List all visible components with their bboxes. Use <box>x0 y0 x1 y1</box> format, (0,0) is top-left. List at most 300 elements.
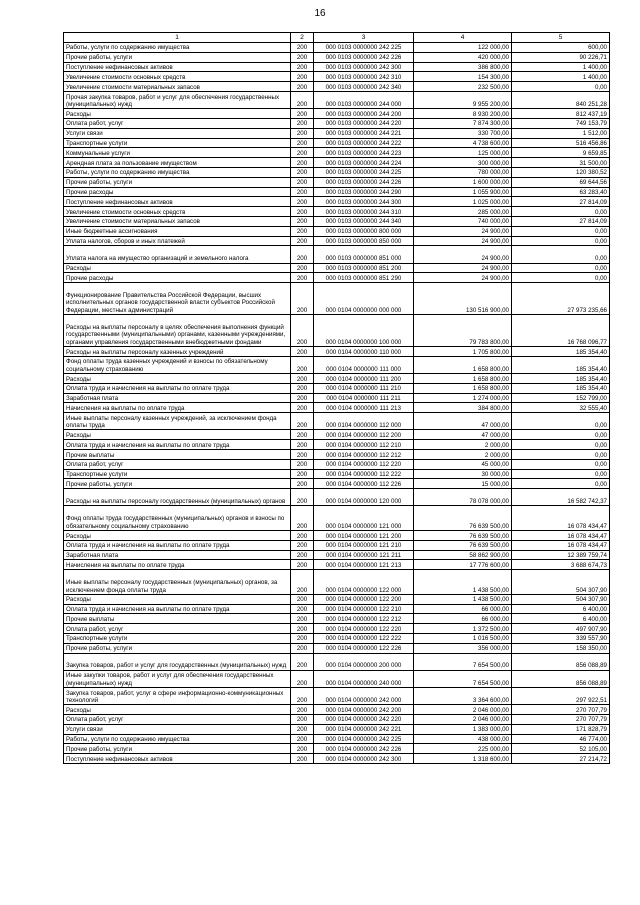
row-name: Расходы на выплаты персоналу в целях обеспечения выполнения функций государственными (муниципальными) органами, казенными учреждениями, органами управления государственными внебюджетными фондами <box>64 315 291 347</box>
row-name: Оплата работ, услуг <box>64 624 291 634</box>
row-name: Работы, услуги по содержанию имущества <box>64 734 291 744</box>
row-budget-code: 000 0103 0000000 244 225 <box>314 167 414 177</box>
row-executed-amount: 158 350,00 <box>512 643 610 653</box>
table-row <box>64 724 610 734</box>
row-approved-amount: 15 000,00 <box>414 479 512 489</box>
row-name: Прочая закупка товаров, работ и услуг для обеспечения государственных (муниципальных) нужд <box>64 91 291 108</box>
row-executed-amount: 0,00 <box>512 226 610 236</box>
row-budget-code: 000 0104 0000000 111 200 <box>314 374 414 384</box>
table-row <box>64 91 610 108</box>
row-executed-amount: 16 582 742,37 <box>512 489 610 506</box>
row-executed-amount: 0,00 <box>512 450 610 460</box>
row-line-code: 200 <box>291 393 314 403</box>
table-row <box>64 128 610 138</box>
row-line-code: 200 <box>291 734 314 744</box>
row-budget-code: 000 0103 0000000 850 000 <box>314 236 414 246</box>
row-line-code: 200 <box>291 744 314 754</box>
row-approved-amount: 1 016 500,00 <box>414 634 512 644</box>
row-budget-code: 000 0104 0000000 242 220 <box>314 714 414 724</box>
row-line-code: 200 <box>291 643 314 653</box>
row-executed-amount: 90 226,71 <box>512 52 610 62</box>
row-name: Транспортные услуги <box>64 469 291 479</box>
row-line-code: 200 <box>291 614 314 624</box>
row-line-code: 200 <box>291 754 314 764</box>
row-budget-code: 000 0104 0000000 121 211 <box>314 550 414 560</box>
row-approved-amount: 225 000,00 <box>414 744 512 754</box>
row-executed-amount: 504 307,90 <box>512 594 610 604</box>
row-budget-code: 000 0103 0000000 244 224 <box>314 158 414 168</box>
row-budget-code: 000 0103 0000000 244 223 <box>314 148 414 158</box>
row-name: Оплата работ, услуг <box>64 714 291 724</box>
row-line-code: 200 <box>291 52 314 62</box>
table-row <box>64 440 610 450</box>
row-approved-amount: 1 600 000,00 <box>414 177 512 187</box>
table-row <box>64 216 610 226</box>
row-approved-amount: 384 800,00 <box>414 403 512 413</box>
column-header-3: 3 <box>314 33 414 43</box>
row-line-code: 200 <box>291 469 314 479</box>
row-budget-code: 000 0103 0000000 244 222 <box>314 138 414 148</box>
row-approved-amount: 7 654 500,00 <box>414 653 512 670</box>
row-line-code: 200 <box>291 430 314 440</box>
row-line-code: 200 <box>291 356 314 373</box>
row-budget-code: 000 0103 0000000 851 290 <box>314 273 414 283</box>
row-approved-amount: 2 000,00 <box>414 440 512 450</box>
table-row <box>64 236 610 246</box>
row-approved-amount: 30 000,00 <box>414 469 512 479</box>
row-executed-amount: 185 354,40 <box>512 374 610 384</box>
row-approved-amount: 47 000,00 <box>414 413 512 430</box>
row-executed-amount: 0,00 <box>512 479 610 489</box>
row-line-code: 200 <box>291 128 314 138</box>
row-name: Оплата труда и начисления на выплаты по оплате труда <box>64 440 291 450</box>
row-name: Иные выплаты персоналу государственных (муниципальных) органов, за исключением фонда оплаты труда <box>64 570 291 595</box>
row-executed-amount: 63 283,40 <box>512 187 610 197</box>
row-approved-amount: 232 500,00 <box>414 82 512 92</box>
row-budget-code: 000 0104 0000000 112 000 <box>314 413 414 430</box>
row-executed-amount: 516 456,86 <box>512 138 610 148</box>
row-budget-code: 000 0104 0000000 242 300 <box>314 754 414 764</box>
row-line-code: 200 <box>291 138 314 148</box>
table-row <box>64 653 610 670</box>
row-approved-amount: 1 438 500,00 <box>414 570 512 595</box>
table-row <box>64 714 610 724</box>
row-name: Прочие выплаты <box>64 450 291 460</box>
row-approved-amount: 356 000,00 <box>414 643 512 653</box>
table-row <box>64 705 610 715</box>
row-budget-code: 000 0104 0000000 112 200 <box>314 430 414 440</box>
row-line-code: 200 <box>291 687 314 704</box>
table-row <box>64 158 610 168</box>
row-executed-amount: 1 400,00 <box>512 72 610 82</box>
row-budget-code: 000 0104 0000000 110 000 <box>314 347 414 357</box>
row-line-code: 200 <box>291 207 314 217</box>
table-row <box>64 273 610 283</box>
row-approved-amount: 24 900,00 <box>414 226 512 236</box>
row-approved-amount: 1 705 800,00 <box>414 347 512 357</box>
row-line-code: 200 <box>291 197 314 207</box>
row-name: Услуги связи <box>64 724 291 734</box>
row-executed-amount: 270 707,79 <box>512 705 610 715</box>
row-name: Иные закупки товаров, работ и услуг для обеспечения государственных (муниципальных) нужд <box>64 670 291 687</box>
row-name: Расходы <box>64 374 291 384</box>
row-name: Прочие расходы <box>64 187 291 197</box>
row-budget-code: 000 0104 0000000 112 210 <box>314 440 414 450</box>
row-name: Прочие расходы <box>64 273 291 283</box>
table-row <box>64 52 610 62</box>
table-row <box>64 560 610 570</box>
row-name: Фонд оплаты труда государственных (муниципальных) органов и взносы по обязательному социальному страхованию <box>64 506 291 531</box>
table-row <box>64 356 610 373</box>
row-line-code: 200 <box>291 236 314 246</box>
row-line-code: 200 <box>291 634 314 644</box>
row-executed-amount: 27 814,09 <box>512 197 610 207</box>
row-executed-amount: 339 557,90 <box>512 634 610 644</box>
row-approved-amount: 438 000,00 <box>414 734 512 744</box>
row-line-code: 200 <box>291 403 314 413</box>
row-line-code: 200 <box>291 531 314 541</box>
row-budget-code: 000 0104 0000000 242 200 <box>314 705 414 715</box>
row-name: Оплата работ, услуг <box>64 459 291 469</box>
row-budget-code: 000 0103 0000000 242 310 <box>314 72 414 82</box>
row-line-code: 200 <box>291 374 314 384</box>
budget-report-table <box>63 32 610 764</box>
row-budget-code: 000 0103 0000000 244 300 <box>314 197 414 207</box>
row-executed-amount: 0,00 <box>512 430 610 440</box>
row-line-code: 200 <box>291 82 314 92</box>
row-line-code: 200 <box>291 216 314 226</box>
table-row <box>64 531 610 541</box>
row-budget-code: 000 0103 0000000 800 000 <box>314 226 414 236</box>
row-line-code: 200 <box>291 246 314 263</box>
row-executed-amount: 297 922,51 <box>512 687 610 704</box>
row-budget-code: 000 0104 0000000 242 000 <box>314 687 414 704</box>
row-name: Работы, услуги по содержанию имущества <box>64 167 291 177</box>
row-budget-code: 000 0104 0000000 100 000 <box>314 315 414 347</box>
row-approved-amount: 4 738 600,00 <box>414 138 512 148</box>
row-approved-amount: 330 700,00 <box>414 128 512 138</box>
table-row <box>64 283 610 315</box>
row-line-code: 200 <box>291 43 314 53</box>
row-executed-amount: 6 400,00 <box>512 614 610 624</box>
row-name: Поступление нефинансовых активов <box>64 62 291 72</box>
row-line-code: 200 <box>291 570 314 595</box>
row-name: Функционирование Правительства Российской Федерации, высших исполнительных органов государственной власти субъектов Российской Федерации, местных администраций <box>64 283 291 315</box>
row-name: Увеличение стоимости основных средств <box>64 72 291 82</box>
table-row <box>64 207 610 217</box>
row-name: Начисления на выплаты по оплате труда <box>64 403 291 413</box>
row-name: Прочие работы, услуги <box>64 744 291 754</box>
row-budget-code: 000 0103 0000000 244 221 <box>314 128 414 138</box>
row-budget-code: 000 0103 0000000 244 000 <box>314 91 414 108</box>
table-row <box>64 643 610 653</box>
row-approved-amount: 125 000,00 <box>414 148 512 158</box>
row-executed-amount: 6 400,00 <box>512 604 610 614</box>
row-approved-amount: 1 055 900,00 <box>414 187 512 197</box>
table-row <box>64 187 610 197</box>
row-executed-amount: 0,00 <box>512 469 610 479</box>
row-approved-amount: 8 930 200,00 <box>414 109 512 119</box>
table-row <box>64 167 610 177</box>
row-executed-amount: 1 512,00 <box>512 128 610 138</box>
row-executed-amount: 27 814,09 <box>512 216 610 226</box>
row-budget-code: 000 0104 0000000 112 220 <box>314 459 414 469</box>
row-executed-amount: 3 688 674,73 <box>512 560 610 570</box>
row-name: Увеличение стоимости материальных запасов <box>64 216 291 226</box>
row-name: Уплата налогов, сборов и иных платежей <box>64 236 291 246</box>
row-budget-code: 000 0103 0000000 851 200 <box>314 263 414 273</box>
row-name: Расходы <box>64 430 291 440</box>
table-row <box>64 43 610 53</box>
row-budget-code: 000 0103 0000000 244 290 <box>314 187 414 197</box>
row-approved-amount: 24 900,00 <box>414 246 512 263</box>
column-header-5: 5 <box>512 33 610 43</box>
row-budget-code: 000 0104 0000000 121 000 <box>314 506 414 531</box>
row-executed-amount: 0,00 <box>512 459 610 469</box>
table-row <box>64 109 610 119</box>
row-name: Расходы <box>64 263 291 273</box>
row-line-code: 200 <box>291 479 314 489</box>
row-name: Транспортные услуги <box>64 634 291 644</box>
row-line-code: 200 <box>291 413 314 430</box>
row-line-code: 200 <box>291 459 314 469</box>
row-line-code: 200 <box>291 118 314 128</box>
row-executed-amount: 0,00 <box>512 413 610 430</box>
row-line-code: 200 <box>291 724 314 734</box>
row-line-code: 200 <box>291 177 314 187</box>
row-name: Расходы на выплаты персоналу государственных (муниципальных) органов <box>64 489 291 506</box>
table-row <box>64 540 610 550</box>
row-name: Заработная плата <box>64 393 291 403</box>
row-executed-amount: 16 078 434,47 <box>512 540 610 550</box>
row-name: Иные выплаты персоналу казенных учреждений, за исключением фонда оплаты труда <box>64 413 291 430</box>
row-name: Увеличение стоимости основных средств <box>64 207 291 217</box>
table-row <box>64 347 610 357</box>
row-budget-code: 000 0103 0000000 242 225 <box>314 43 414 53</box>
row-budget-code: 000 0103 0000000 242 300 <box>314 62 414 72</box>
row-executed-amount: 0,00 <box>512 440 610 450</box>
row-name: Закупка товаров, работ, услуг в сфере информационно-коммуникационных технологий <box>64 687 291 704</box>
row-name: Оплата труда и начисления на выплаты по оплате труда <box>64 604 291 614</box>
row-approved-amount: 3 364 600,00 <box>414 687 512 704</box>
row-name: Иные бюджетные ассигнования <box>64 226 291 236</box>
row-executed-amount: 185 354,40 <box>512 383 610 393</box>
row-name: Прочие работы, услуги <box>64 479 291 489</box>
row-budget-code: 000 0104 0000000 111 213 <box>314 403 414 413</box>
table-row <box>64 138 610 148</box>
row-budget-code: 000 0104 0000000 122 222 <box>314 634 414 644</box>
table-row <box>64 72 610 82</box>
row-approved-amount: 1 438 500,00 <box>414 594 512 604</box>
row-name: Начисления на выплаты по оплате труда <box>64 560 291 570</box>
row-approved-amount: 2 000,00 <box>414 450 512 460</box>
row-name: Расходы <box>64 531 291 541</box>
row-line-code: 200 <box>291 315 314 347</box>
row-approved-amount: 1 383 000,00 <box>414 724 512 734</box>
row-budget-code: 000 0104 0000000 111 000 <box>314 356 414 373</box>
row-line-code: 200 <box>291 91 314 108</box>
row-name: Расходы <box>64 705 291 715</box>
row-executed-amount: 27 214,72 <box>512 754 610 764</box>
page-number: 16 <box>314 8 326 19</box>
row-approved-amount: 122 000,00 <box>414 43 512 53</box>
row-approved-amount: 66 000,00 <box>414 604 512 614</box>
row-approved-amount: 1 025 000,00 <box>414 197 512 207</box>
row-executed-amount: 270 707,79 <box>512 714 610 724</box>
table-row <box>64 226 610 236</box>
row-approved-amount: 79 783 800,00 <box>414 315 512 347</box>
row-line-code: 200 <box>291 653 314 670</box>
row-line-code: 200 <box>291 540 314 550</box>
table-row <box>64 403 610 413</box>
row-line-code: 200 <box>291 109 314 119</box>
row-name: Увеличение стоимости материальных запасов <box>64 82 291 92</box>
row-line-code: 200 <box>291 506 314 531</box>
row-executed-amount: 120 380,52 <box>512 167 610 177</box>
row-budget-code: 000 0104 0000000 112 212 <box>314 450 414 460</box>
table-row <box>64 393 610 403</box>
table-row <box>64 687 610 704</box>
row-line-code: 200 <box>291 148 314 158</box>
row-budget-code: 000 0103 0000000 244 220 <box>314 118 414 128</box>
row-line-code: 200 <box>291 187 314 197</box>
row-executed-amount: 856 088,89 <box>512 670 610 687</box>
row-executed-amount: 185 354,40 <box>512 356 610 373</box>
row-name: Заработная плата <box>64 550 291 560</box>
table-row <box>64 374 610 384</box>
row-budget-code: 000 0103 0000000 244 200 <box>314 109 414 119</box>
row-budget-code: 000 0104 0000000 122 212 <box>314 614 414 624</box>
row-budget-code: 000 0104 0000000 122 000 <box>314 570 414 595</box>
table-row <box>64 459 610 469</box>
row-name: Услуги связи <box>64 128 291 138</box>
row-executed-amount: 27 973 235,66 <box>512 283 610 315</box>
row-approved-amount: 58 862 900,00 <box>414 550 512 560</box>
row-approved-amount: 45 000,00 <box>414 459 512 469</box>
row-budget-code: 000 0103 0000000 244 310 <box>314 207 414 217</box>
row-executed-amount: 31 500,00 <box>512 158 610 168</box>
row-executed-amount: 16 768 096,77 <box>512 315 610 347</box>
row-executed-amount: 52 105,00 <box>512 744 610 754</box>
row-approved-amount: 9 955 200,00 <box>414 91 512 108</box>
row-executed-amount: 69 644,56 <box>512 177 610 187</box>
row-line-code: 200 <box>291 705 314 715</box>
row-budget-code: 000 0104 0000000 000 000 <box>314 283 414 315</box>
row-executed-amount: 32 555,40 <box>512 403 610 413</box>
table-row <box>64 614 610 624</box>
row-executed-amount: 9 659,85 <box>512 148 610 158</box>
row-line-code: 200 <box>291 263 314 273</box>
row-executed-amount: 1 400,00 <box>512 62 610 72</box>
column-header-4: 4 <box>414 33 512 43</box>
row-approved-amount: 7 654 500,00 <box>414 670 512 687</box>
table-row <box>64 450 610 460</box>
row-approved-amount: 47 000,00 <box>414 430 512 440</box>
row-approved-amount: 154 300,00 <box>414 72 512 82</box>
row-line-code: 200 <box>291 226 314 236</box>
row-approved-amount: 386 800,00 <box>414 62 512 72</box>
row-executed-amount: 152 799,00 <box>512 393 610 403</box>
row-approved-amount: 17 776 600,00 <box>414 560 512 570</box>
row-budget-code: 000 0104 0000000 122 226 <box>314 643 414 653</box>
header-row <box>64 33 610 43</box>
row-approved-amount: 1 658 800,00 <box>414 374 512 384</box>
row-approved-amount: 2 046 000,00 <box>414 714 512 724</box>
row-approved-amount: 76 639 500,00 <box>414 506 512 531</box>
row-name: Закупка товаров, работ и услуг для государственных (муниципальных) нужд <box>64 653 291 670</box>
row-name: Транспортные услуги <box>64 138 291 148</box>
table-row <box>64 315 610 347</box>
row-budget-code: 000 0104 0000000 200 000 <box>314 653 414 670</box>
row-approved-amount: 285 000,00 <box>414 207 512 217</box>
row-name: Прочие работы, услуги <box>64 52 291 62</box>
row-line-code: 200 <box>291 62 314 72</box>
row-executed-amount: 16 078 434,47 <box>512 506 610 531</box>
row-approved-amount: 76 639 500,00 <box>414 540 512 550</box>
row-budget-code: 000 0104 0000000 120 000 <box>314 489 414 506</box>
row-name: Прочие выплаты <box>64 614 291 624</box>
row-name: Расходы <box>64 109 291 119</box>
table-row <box>64 479 610 489</box>
row-budget-code: 000 0104 0000000 121 213 <box>314 560 414 570</box>
row-approved-amount: 1 318 600,00 <box>414 754 512 764</box>
row-executed-amount: 171 828,79 <box>512 724 610 734</box>
row-executed-amount: 0,00 <box>512 246 610 263</box>
table-row <box>64 570 610 595</box>
table-row <box>64 550 610 560</box>
table-row <box>64 430 610 440</box>
row-line-code: 200 <box>291 670 314 687</box>
row-approved-amount: 76 639 500,00 <box>414 531 512 541</box>
row-approved-amount: 740 000,00 <box>414 216 512 226</box>
row-line-code: 200 <box>291 273 314 283</box>
column-header-2: 2 <box>291 33 314 43</box>
row-budget-code: 000 0104 0000000 240 000 <box>314 670 414 687</box>
row-approved-amount: 1 372 500,00 <box>414 624 512 634</box>
row-executed-amount: 0,00 <box>512 273 610 283</box>
row-line-code: 200 <box>291 450 314 460</box>
table-row <box>64 594 610 604</box>
row-line-code: 200 <box>291 283 314 315</box>
table-row <box>64 670 610 687</box>
row-line-code: 200 <box>291 440 314 450</box>
row-budget-code: 000 0104 0000000 242 225 <box>314 734 414 744</box>
row-executed-amount: 0,00 <box>512 263 610 273</box>
row-name: Коммунальные услуги <box>64 148 291 158</box>
table-row <box>64 246 610 263</box>
row-executed-amount: 0,00 <box>512 236 610 246</box>
row-executed-amount: 12 389 759,74 <box>512 550 610 560</box>
table-body <box>64 33 610 764</box>
row-name: Оплата работ, услуг <box>64 118 291 128</box>
row-executed-amount: 600,00 <box>512 43 610 53</box>
row-approved-amount: 300 000,00 <box>414 158 512 168</box>
table-row <box>64 506 610 531</box>
row-budget-code: 000 0104 0000000 111 211 <box>314 393 414 403</box>
row-line-code: 200 <box>291 158 314 168</box>
table-row <box>64 177 610 187</box>
row-budget-code: 000 0104 0000000 121 200 <box>314 531 414 541</box>
row-budget-code: 000 0103 0000000 244 226 <box>314 177 414 187</box>
row-executed-amount: 185 354,40 <box>512 347 610 357</box>
table-row <box>64 634 610 644</box>
table-row <box>64 489 610 506</box>
row-line-code: 200 <box>291 489 314 506</box>
table-row <box>64 754 610 764</box>
row-name: Поступление нефинансовых активов <box>64 197 291 207</box>
row-budget-code: 000 0103 0000000 242 340 <box>314 82 414 92</box>
row-name: Оплата труда и начисления на выплаты по оплате труда <box>64 540 291 550</box>
